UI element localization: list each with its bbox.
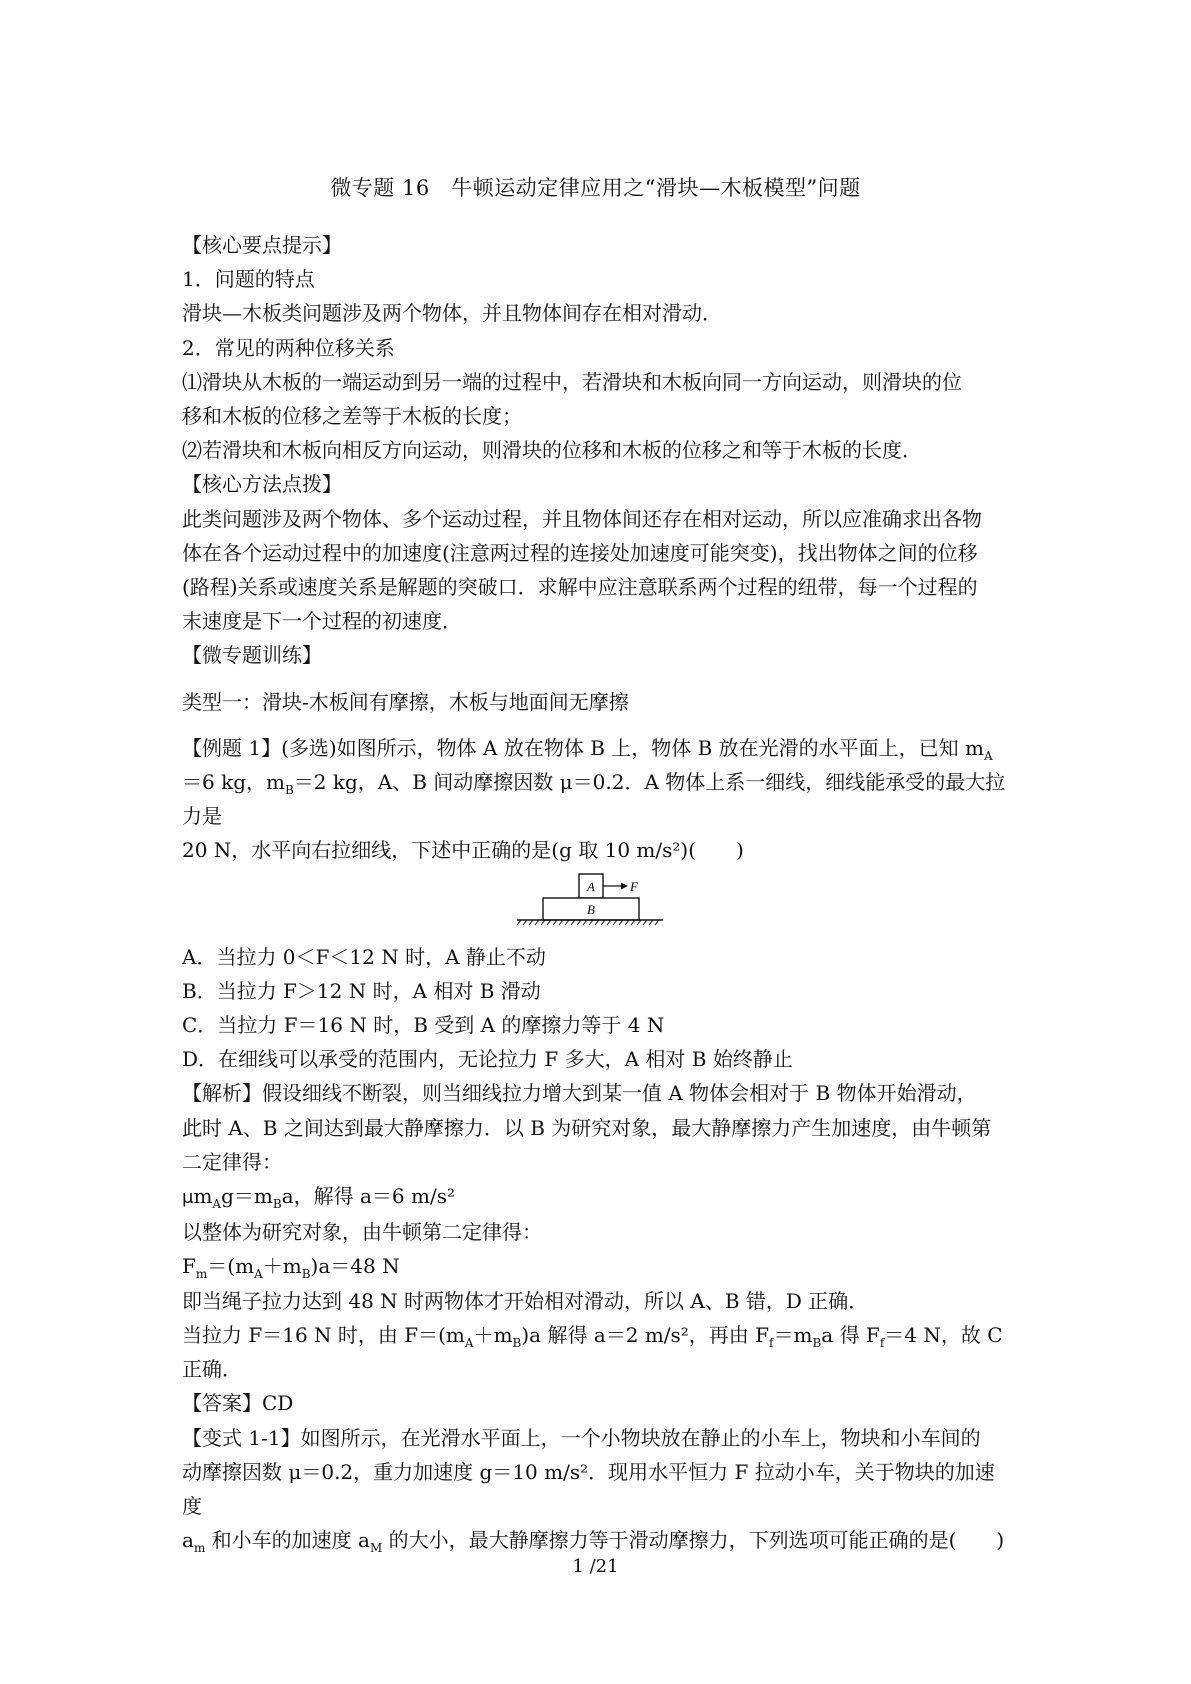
core-method-line-3: (路程)关系或速度关系是解题的突破口．求解中应注意联系两个过程的纽带，每一个过程的 bbox=[182, 575, 978, 600]
page-number: 1 /21 bbox=[572, 1556, 619, 1577]
answer-heading: 【答案】 bbox=[182, 1391, 262, 1416]
analysis-line-5: 即当绳子拉力达到 48 N 时两物体才开始相对滑动，所以 A、B 错，D 正确． bbox=[182, 1288, 869, 1313]
type-1-heading: 类型一：滑块-木板间有摩擦，木板与地面间无摩擦 bbox=[182, 689, 629, 714]
page-title: 微专题 16 牛顿运动定律应用之“滑块—木板模型”问题 bbox=[330, 176, 861, 200]
option-d: D．在细线可以承受的范围内，无论拉力 F 多大，A 相对 B 始终静止 bbox=[182, 1047, 793, 1072]
analysis-line-2: 此时 A、B 之间达到最大静摩擦力．以 B 为研究对象，最大静摩擦力产生加速度，由牛顿第 bbox=[182, 1115, 992, 1140]
core-method-line-2: 体在各个运动过程中的加速度(注意两过程的连接处加速度可能突变)，找出物体之间的位移 bbox=[182, 540, 978, 565]
variant-line-2: 动摩擦因数 μ＝0.2，重力加速度 g＝10 m/s²．现用水平恒力 F 拉动小车，关于物块的加速度 bbox=[182, 1459, 995, 1518]
variant-line-1: 【变式 1-1】如图所示，在光滑水平面上，一个小物块放在静止的小车上，物块和小车间的 bbox=[182, 1425, 981, 1450]
answer-value: CD bbox=[262, 1391, 294, 1416]
core-point-2-line-2: 移和木板的位移之差等于木板的长度； bbox=[182, 404, 522, 429]
example-1-line-1: 【例题 1】(多选)如图所示，物体 A 放在物体 B 上，物体 B 放在光滑的水平面上，已知 $m_A$ bbox=[182, 735, 993, 763]
core-point-1-title: 1．问题的特点 bbox=[182, 267, 315, 292]
example-1-figure bbox=[182, 868, 1012, 940]
analysis-line-4: 以整体为研究对象，由牛顿第二定律得： bbox=[182, 1220, 542, 1245]
core-points-heading: 【核心要点提示】 bbox=[182, 233, 342, 257]
example-1-line-2: ＝6 kg，$m_B=2$ kg，A、B 间动摩擦因数 μ＝0.2．A 物体上系一细线，细线能承受的最大拉力是 bbox=[182, 770, 1006, 829]
training-heading: 【微专题训练】 bbox=[182, 643, 322, 668]
analysis-line-3: 二定律得： bbox=[182, 1149, 282, 1174]
analysis-equation-1: $\mu m_Ag=m_Ba$，解得 a＝6 m/s² bbox=[182, 1184, 455, 1212]
core-point-2-line-1: ⑴滑块从木板的一端运动到另一端的过程中，若滑块和木板向同一方向运动，则滑块的位 bbox=[182, 369, 962, 394]
document-body bbox=[182, 228, 1012, 1557]
core-method-heading: 【核心方法点拨】 bbox=[182, 472, 342, 497]
force-arrow-head bbox=[621, 882, 628, 889]
analysis-equation-2: $F_m=(m_A+m_B)a=48$ N bbox=[182, 1254, 400, 1282]
block-b-label: B bbox=[587, 901, 595, 917]
analysis-line-1: 【解析】假设细线不断裂，则当细线拉力增大到某一值 A 物体会相对于 B 物体开始滑动， bbox=[182, 1081, 977, 1106]
option-b: B．当拉力 F＞12 N 时，A 相对 B 滑动 bbox=[182, 978, 541, 1003]
example-1-line-3: 20 N，水平向右拉细线，下述中正确的是(g 取 10 m/s²)( ) bbox=[182, 838, 744, 863]
core-point-2-title: 2．常见的两种位移关系 bbox=[182, 335, 395, 360]
core-point-2-line-3: ⑵若滑块和木板向相反方向运动，则滑块的位移和木板的位移之和等于木板的长度． bbox=[182, 438, 922, 463]
core-method-line-4: 末速度是下一个过程的初速度． bbox=[182, 609, 462, 634]
block-diagram bbox=[517, 872, 667, 938]
core-method-line-1: 此类问题涉及两个物体、多个运动过程，并且物体间还存在相对运动，所以应准确求出各物 bbox=[182, 506, 982, 531]
variant-line-3: $a_m$ 和小车的加速度 $a_M$ 的大小，最大静摩擦力等于滑动摩擦力，下列选项可能正确的是( ) bbox=[182, 1528, 1005, 1556]
answer-line bbox=[182, 1386, 1012, 1420]
analysis-line-6: 当拉力 F＝16 N 时，由 $F=(m_A+m_B)a$ 解得 a＝2 m/s²，再由 $F_f=m_Ba$ 得 $F_f=4$ N，故 C 正确． bbox=[182, 1322, 1003, 1382]
block-a-label: A bbox=[587, 878, 595, 894]
analysis-heading: 【解析】 bbox=[182, 1081, 262, 1106]
ground-hatching bbox=[517, 920, 659, 925]
force-label: F bbox=[630, 878, 638, 894]
option-a: A．当拉力 0＜F＜12 N 时，A 静止不动 bbox=[182, 944, 546, 969]
core-point-1-text: 滑块—木板类问题涉及两个物体，并且物体间存在相对滑动． bbox=[182, 301, 722, 326]
option-c: C．当拉力 F＝16 N 时，B 受到 A 的摩擦力等于 4 N bbox=[182, 1013, 665, 1038]
